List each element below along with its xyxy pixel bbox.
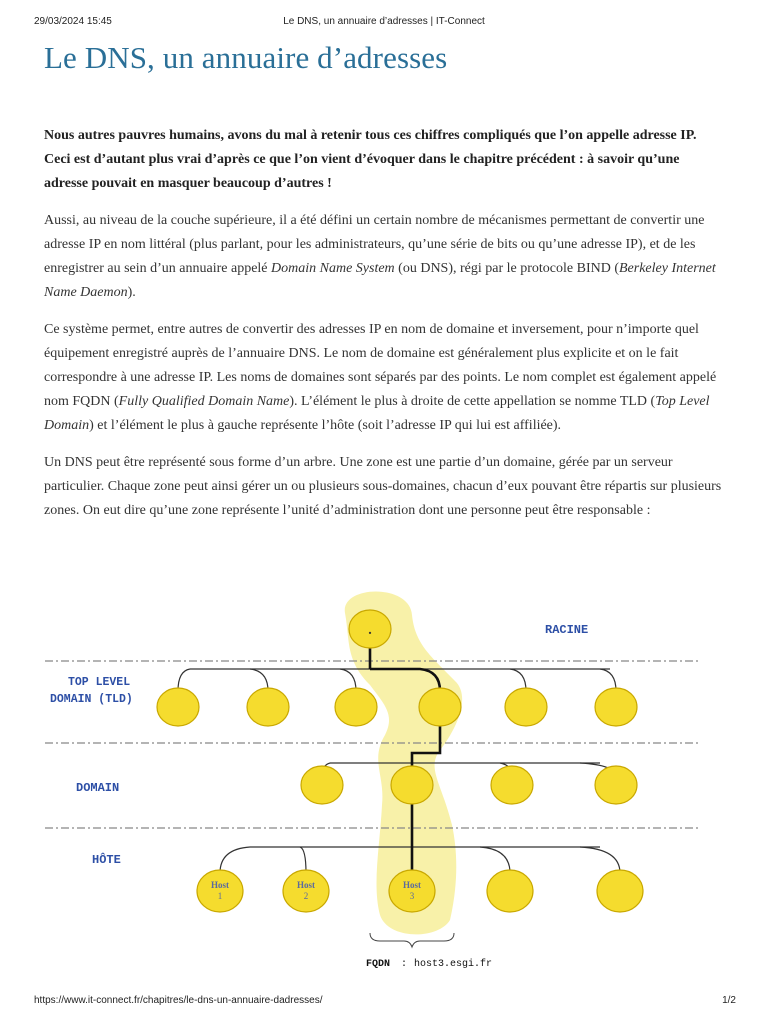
root-node-label: . (368, 623, 372, 638)
label-hote: HÔTE (92, 853, 121, 867)
host1-label-line1: Host (211, 880, 229, 890)
text-segment: ). (127, 285, 136, 300)
label-tld-line1: TOP LEVEL (68, 676, 131, 689)
label-domain: DOMAIN (76, 781, 120, 795)
host3-label-line2: 3 (409, 891, 415, 901)
fqdn-caption-sep: : (401, 959, 408, 970)
label-tld-line2: DOMAIN (TLD) (50, 693, 133, 706)
fqdn-caption-value: host3.esgi.fr (414, 959, 493, 970)
label-racine: RACINE (545, 623, 589, 637)
domain-nodes (301, 766, 637, 804)
article-body (44, 124, 726, 536)
term-bind: Berkeley Internet Name Daemon (44, 261, 716, 300)
article-title: Le DNS, un annuaire d’adresses (44, 40, 448, 75)
paragraph-zones: Un DNS peut être représenté sous forme d’un arbre. Une zone est une partie d’un domaine, gérée par un serveur particulier. Chaque zone peut ainsi gérer un ou plusieurs sous-domaines, chacun d’eux pouvant être répartis sur plusieurs zones. On eut dire qu’une zone représente l’unité d’administration dont une personne peut être responsable : (44, 455, 722, 518)
term-fqdn: Fully Qualified Domain Name (118, 394, 290, 409)
text-segment: ). L’élément le plus à droite de cette appellation se nomme TLD ( (289, 394, 656, 409)
print-page-number: 1/2 (722, 995, 736, 1006)
dns-tree-svg (40, 585, 730, 980)
host2-label-line2: 2 (303, 891, 309, 901)
print-url: https://www.it-connect.fr/chapitres/le-dns-un-annuaire-dadresses/ (34, 995, 323, 1006)
text-segment: Aussi, au niveau de la couche supérieure, il a été défini un certain nombre de mécanismes permettant de convertir une adresse IP en nom littéral (plus parlant, pour les administrateurs, qu’une série de bits ou qu’une adresse IP), et de les enregistrer au sein d’un annuaire appelé (44, 213, 705, 276)
text-segment: (ou DNS), régi par le protocole BIND ( (394, 261, 619, 276)
root-node (349, 610, 391, 648)
print-page-title: Le DNS, un annuaire d’adresses | IT-Connect (283, 16, 485, 27)
host3-label-line1: Host (403, 880, 421, 890)
text-segment: ) et l’élément le plus à gauche représente l’hôte (soit l’adresse IP qui lui est affiliée). (89, 418, 562, 433)
host-nodes (197, 870, 643, 912)
paragraph-fqdn (44, 318, 726, 438)
term-domain-name-system: Domain Name System (271, 261, 395, 276)
text-segment: Ce système permet, entre autres de convertir des adresses IP en nom de domaine et inversement, pour n’importe quel équipement enregistré auprès de l’annuaire DNS. Le nom de domaine est généralement plus explicite et on le fait correspondre à une adresse IP. Les noms de domaines sont séparés par des points. Le nom complet est également appelé nom FQDN ( (44, 322, 717, 409)
term-tld: Top Level Domain (44, 394, 710, 433)
host2-label-line1: Host (297, 880, 315, 890)
lead-paragraph: Nous autres pauvres humains, avons du mal à retenir tous ces chiffres compliqués que l’on appelle adresse IP. Ceci est d’autant plus vrai d’après ce que l’on vient d’évoquer dans le chapitre précédent : à savoir qu’une adresse pouvait en masquer beaucoup d’autres ! (44, 128, 697, 191)
dns-tree-diagram (40, 585, 730, 980)
print-datetime: 29/03/2024 15:45 (34, 16, 112, 27)
fqdn-brace (370, 933, 454, 947)
fqdn-caption-label: FQDN (366, 959, 391, 970)
paragraph-dns-intro (44, 209, 726, 305)
host1-label-line2: 1 (217, 891, 223, 901)
